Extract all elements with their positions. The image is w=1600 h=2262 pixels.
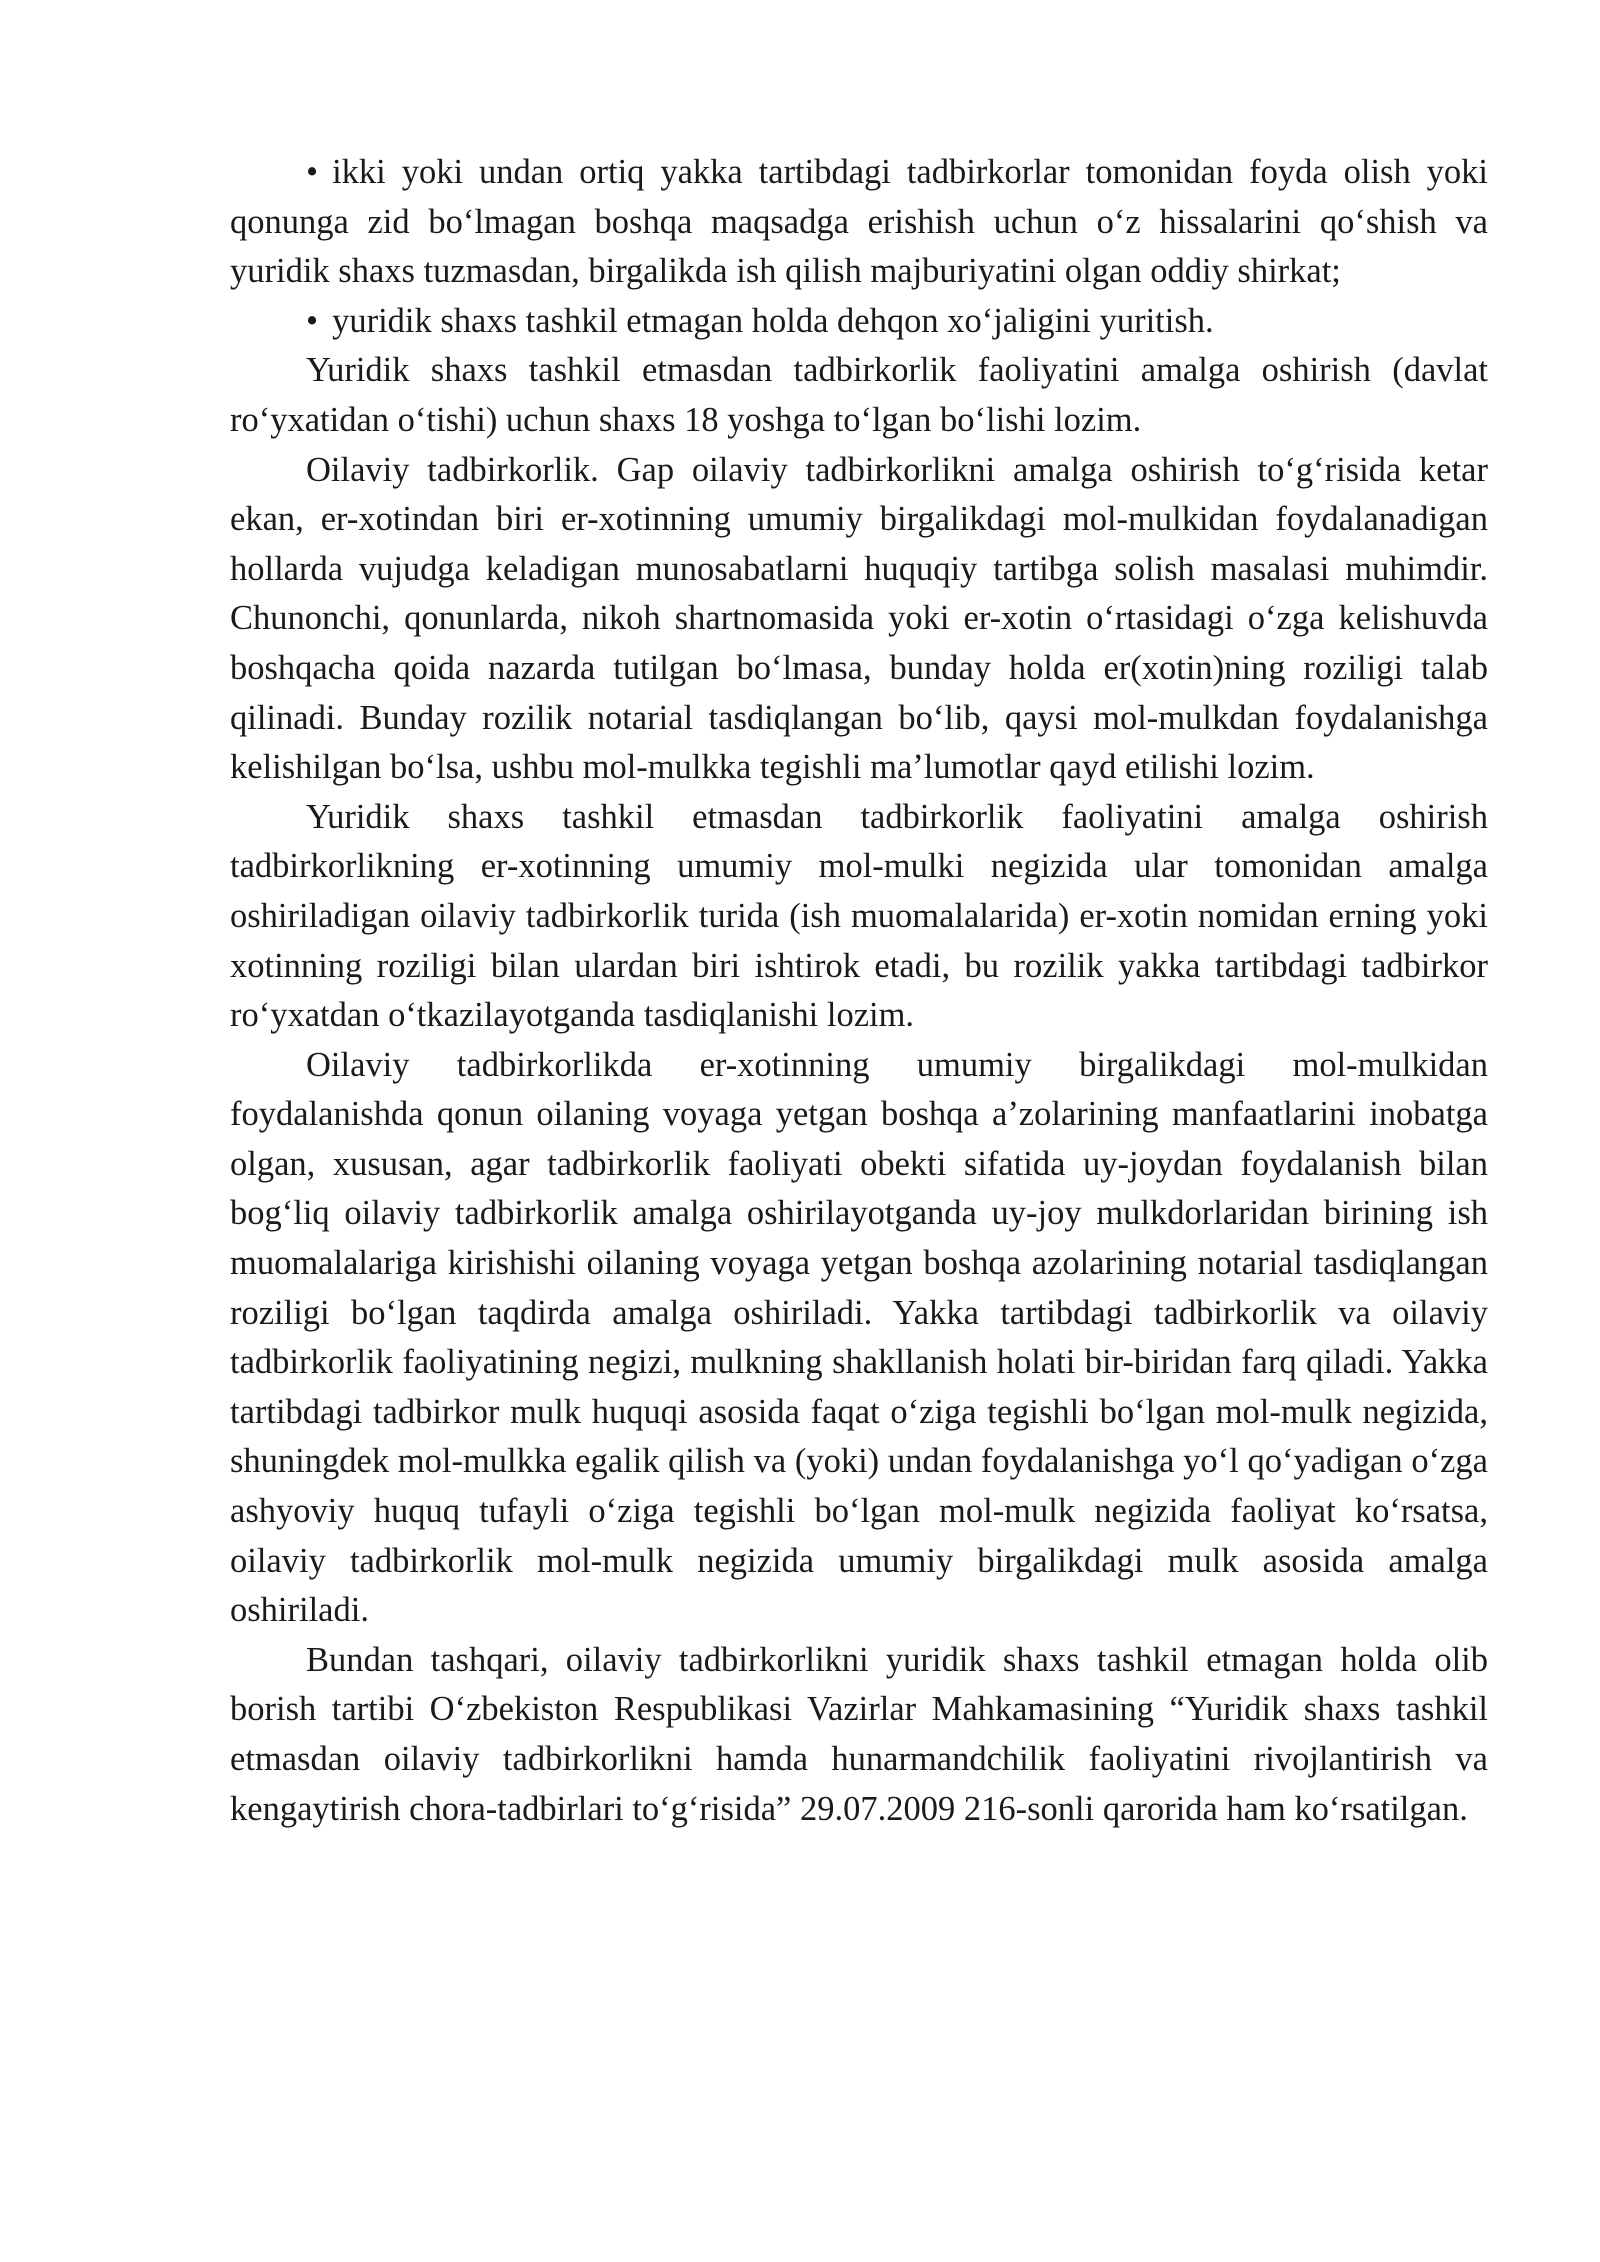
bullet-mark: • [306,153,319,191]
bullet-mark: • [306,301,319,340]
paragraph-age-requirement: Yuridik shaxs tashkil etmasdan tadbirkorlik faoliyatini amalga oshirish (davlat roʻyxatidan oʻtishi) uchun shaxs 18 yoshga toʻlgan boʻlishi lozim. [230,351,1488,439]
document-page [230,148,1488,1834]
bullet-text: yuridik shaxs tashkil etmagan holda dehqon xoʻjaligini yuritish. [332,301,1214,340]
bullet-text: ikki yoki undan ortiq yakka tartibdagi tadbirkorlar tomonidan foyda olish yoki qonunga zid boʻlmagan boshqa maqsadga erishish uchun oʻz hissalarini qoʻshish va yuridik shaxs tuzmasdan, birgalikda ish qilish majburiyatini olgan oddiy shirkat; [230,153,1488,291]
paragraph-family-business: Oilaviy tadbirkorlik. Gap oilaviy tadbirkorlikni amalga oshirish toʻgʻrisida ketar ekan, er-xotindan biri er-xotinning umumiy birgalikdagi mol-mulkidan foydalanadigan hollarda vujudga keladigan munosabatlarni huquqiy tartibga solish masalasi muhimdir. Chunonchi, qonunlarda, nikoh shartnomasida yoki er-xotin oʻrtasidagi oʻzga kelishuvda boshqacha qoida nazarda tutilgan boʻlmasa, bunday holda er(xotin)ning roziligi talab qilinadi. Bunday rozilik notarial tasdiqlangan boʻlib, qaysi mol-mulkdan foydalanishga kelishilgan boʻlsa, ushbu mol-mulkka tegishli maʼlumotlar qayd etilishi lozim. [230,450,1488,787]
paragraph-spouse-consent: Yuridik shaxs tashkil etmasdan tadbirkorlik faoliyatini amalga oshirish tadbirkorlikning er-xotinning umumiy mol-mulki negizida ular tomonidan amalga oshiriladigan oilaviy tadbirkorlik turida (ish muomalalarida) er-xotin nomidan erning yoki xotinning roziligi bilan ulardan biri ishtirok etadi, bu rozilik yakka tartibdagi tadbirkor roʻyxatdan oʻtkazilayotganda tasdiqlanishi lozim. [230,797,1488,1035]
bullet-item-simple-partnership [230,148,1488,297]
paragraph-cabinet-resolution: Bundan tashqari, oilaviy tadbirkorlikni yuridik shaxs tashkil etmagan holda olib borish tartibi Oʻzbekiston Respublikasi Vazirlar Mahkamasining “Yuridik shaxs tashkil etmasdan oilaviy tadbirkorlikni hamda hunarmandchilik faoliyatini rivojlantirish va kengaytirish chora-tadbirlari toʻgʻrisida” 29.07.2009 216-sonli qarorida ham koʻrsatilgan. [230,1640,1488,1828]
paragraph-family-property: Oilaviy tadbirkorlikda er-xotinning umumiy birgalikdagi mol-mulkidan foydalanishda qonun oilaning voyaga yetgan boshqa aʼzolarining manfaatlarini inobatga olgan, xususan, agar tadbirkorlik faoliyati obekti sifatida uy-joydan foydalanish bilan bogʻliq oilaviy tadbirkorlik amalga oshirilayotganda uy-joy mulkdorlaridan birining ish muomalalariga kirishishi oilaning voyaga yetgan boshqa azolarining notarial tasdiqlangan roziligi boʻlgan taqdirda amalga oshiriladi. Yakka tartibdagi tadbirkorlik va oilaviy tadbirkorlik faoliyatining negizi, mulkning shakllanish holati bir-biridan farq qiladi. Yakka tartibdagi tadbirkor mulk huquqi asosida faqat oʻziga tegishli boʻlgan mol-mulk negizida, shuningdek mol-mulkka egalik qilish va (yoki) undan foydalanishga yoʻl qoʻyadigan oʻzga ashyoviy huquq tufayli oʻziga tegishli boʻlgan mol-mulk negizida faoliyat koʻrsatsa, oilaviy tadbirkorlik mol-mulk negizida umumiy birgalikdagi mulk asosida amalga oshiriladi. [230,1045,1488,1630]
bullet-item-dehqon-farm [230,297,1488,347]
